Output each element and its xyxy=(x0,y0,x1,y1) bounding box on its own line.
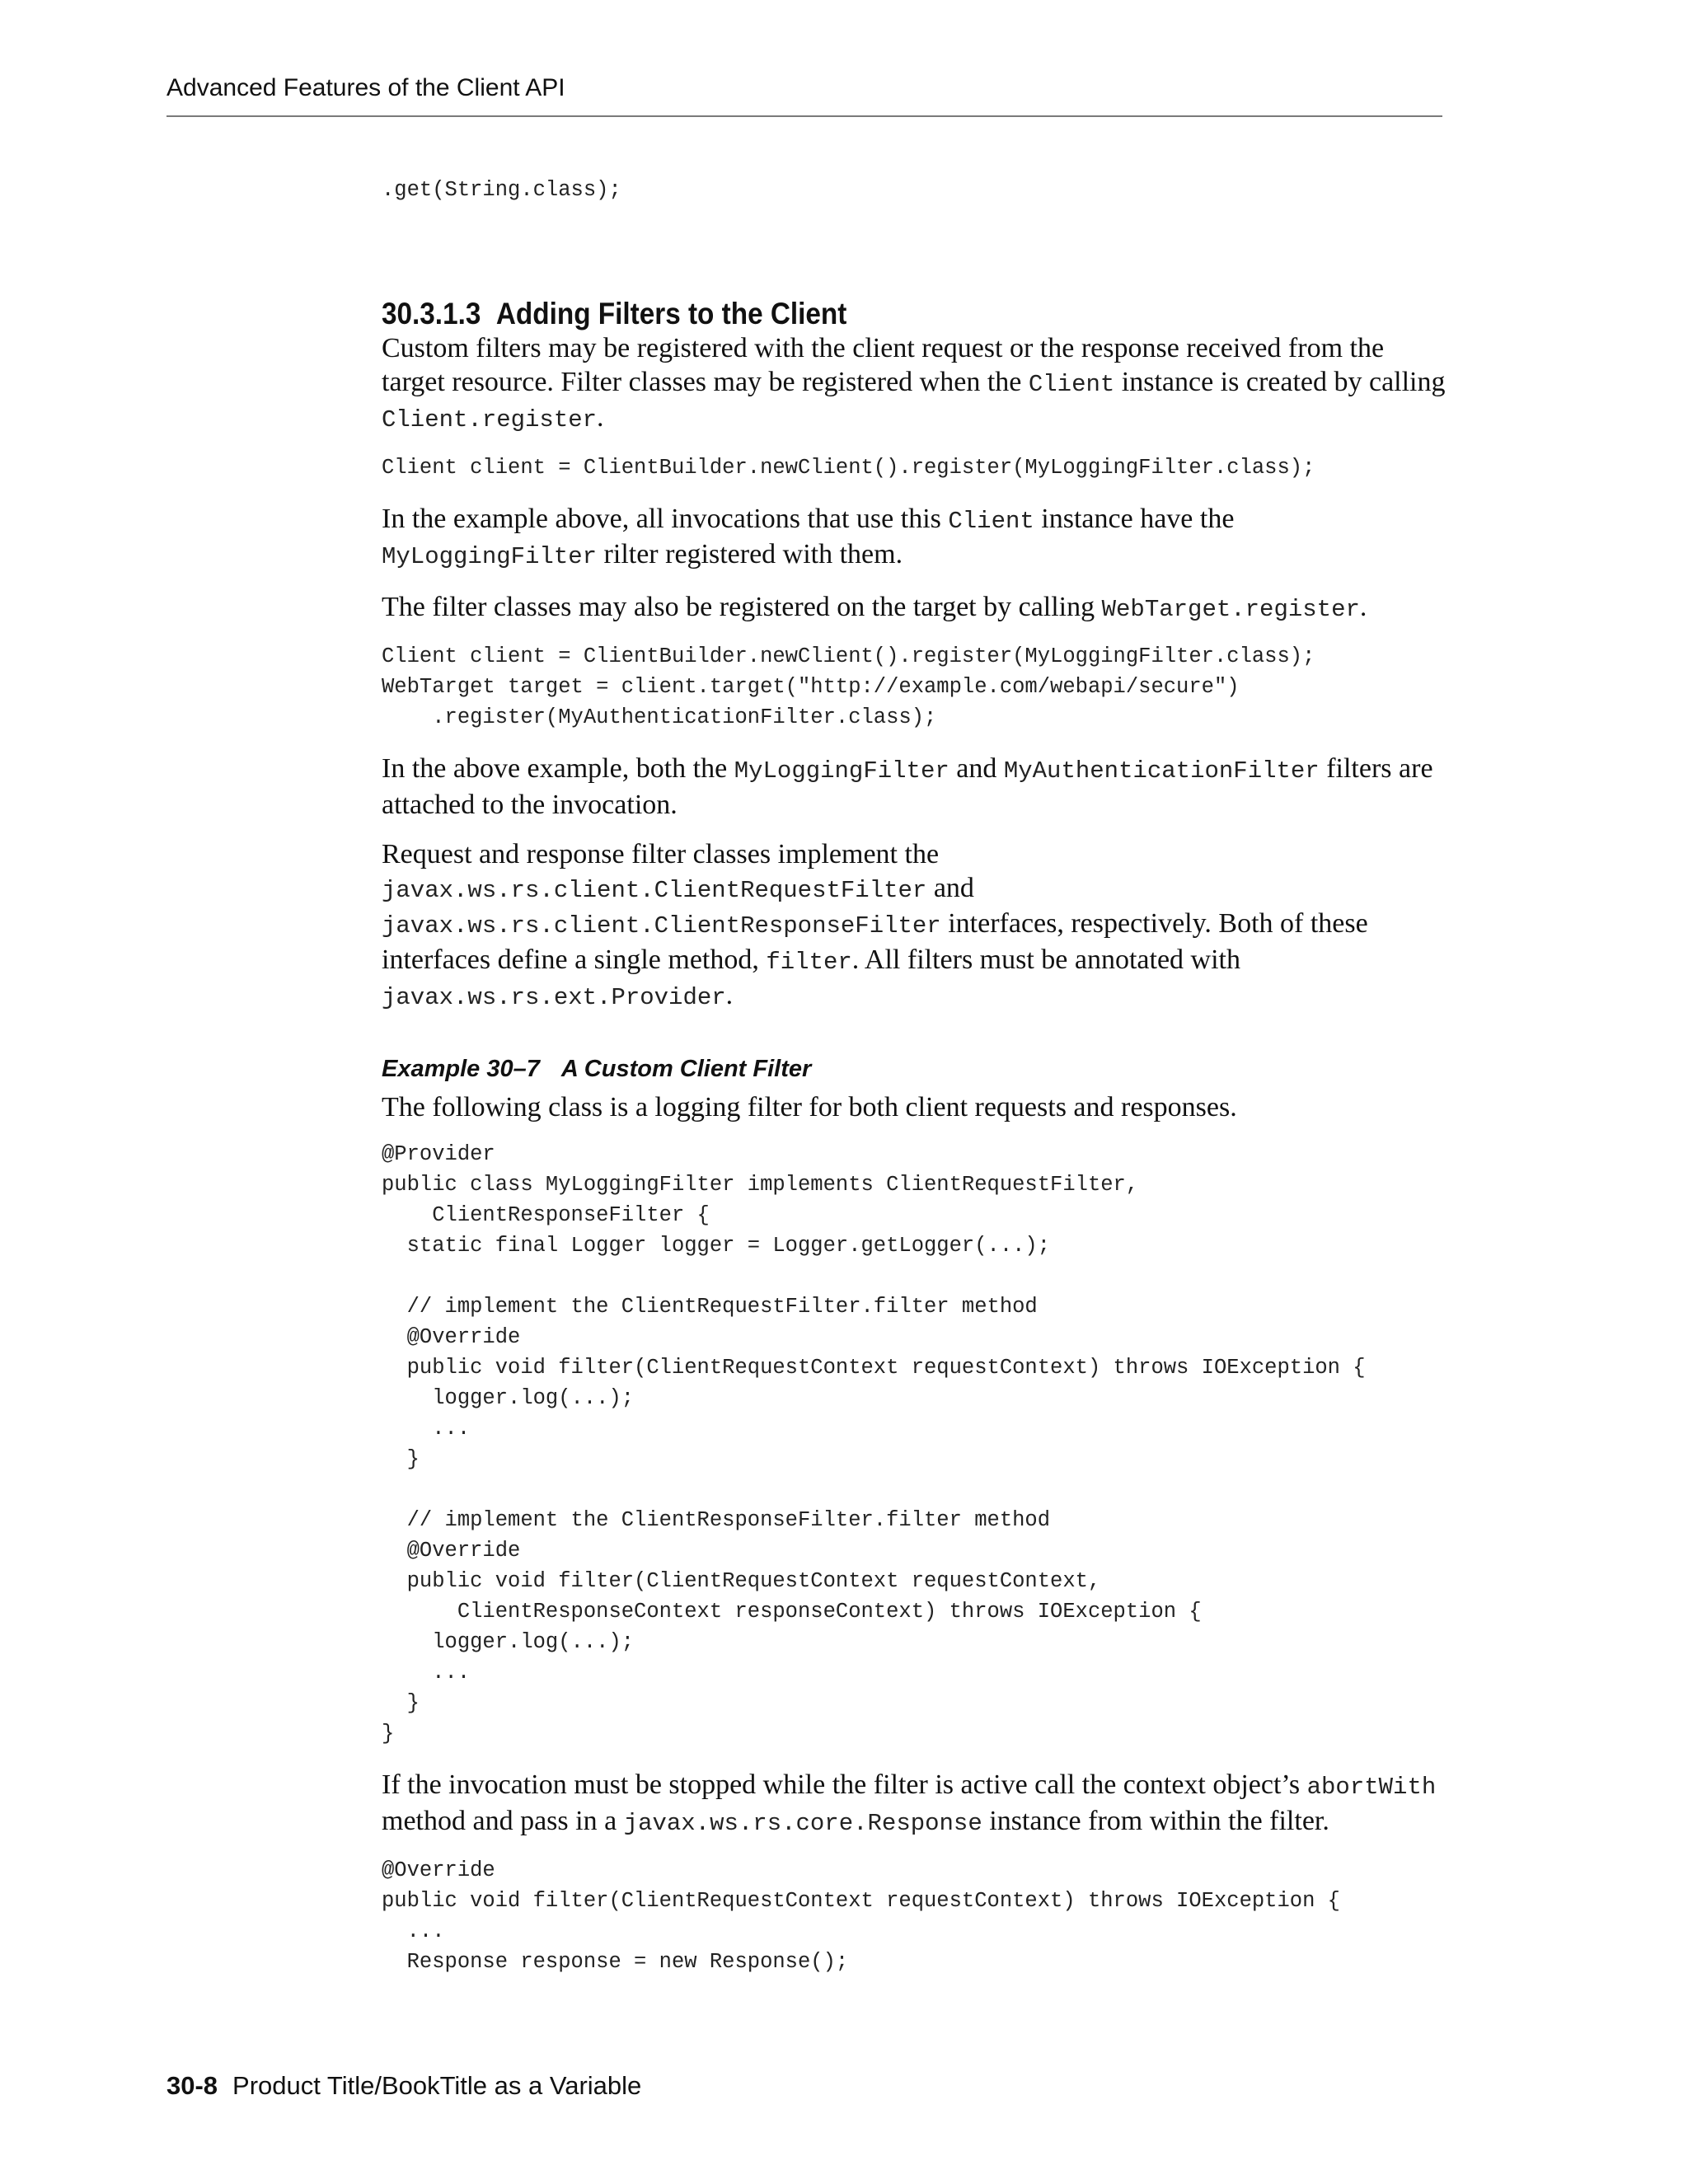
running-header-title: Advanced Features of the Client API xyxy=(166,74,565,101)
example-intro: The following class is a logging filter for both client requests and responses. xyxy=(382,1091,1237,1122)
code-snippet-top: .get(String.class); xyxy=(382,178,621,202)
code-register-target: Client client = ClientBuilder.newClient().register(MyLoggingFilter.class); WebTarget target = client.target("http://example.com/webapi/secure") .register(MyAuthenticationFilter.class); xyxy=(382,644,1315,729)
example-caption xyxy=(382,1053,1453,1085)
book-title: Product Title/BookTitle as a Variable xyxy=(232,2071,642,2100)
paragraph-custom-filters: Custom filters may be registered with the client request or the response received from the target resource. Filter classes may be registered when the Client instance is created by calling Client.register. xyxy=(382,333,1446,434)
code-abort-with: @Override public void filter(ClientRequestContext requestContext) throws IOException { ... Response response = new Response(); xyxy=(382,1858,1340,1974)
running-footer xyxy=(166,2071,641,2101)
paragraph-abort-with: If the invocation must be stopped while the filter is active call the context object’s abortWith method and pass in a javax.ws.rs.core.Response instance from within the filter. xyxy=(382,1769,1437,1837)
running-header xyxy=(166,74,1442,117)
paragraph-both-filters: In the above example, both the MyLoggingFilter and MyAuthenticationFilter filters are attached to the invocation. xyxy=(382,753,1433,820)
code-custom-client-filter: @Provider public class MyLoggingFilter implements ClientRequestFilter, ClientResponseFilter { static final Logger logger = Logger.getLogger(...); // implement the ClientRequestFilter.filter method @Override public void filter(ClientRequestContext requestContext) throws IOException { logger.log(...); ... } // implement the ClientResponseFilter.filter method @Override public void filter(ClientRequestContext requestContext, ClientResponseContext responseContext) throws IOException { logger.log(...); ... } } xyxy=(382,1142,1366,1746)
example-label: Example 30–7 xyxy=(382,1055,540,1082)
code-register-client: Client client = ClientBuilder.newClient().register(MyLoggingFilter.class); xyxy=(382,455,1315,480)
page-content xyxy=(382,175,1453,1977)
page-number: 30-8 xyxy=(166,2071,218,2100)
section-heading xyxy=(382,296,1346,332)
paragraph-register-target: The filter classes may also be registered on the target by calling WebTarget.register. xyxy=(382,591,1367,623)
section-title: Adding Filters to the Client xyxy=(495,297,847,330)
section-number: 30.3.1.3 xyxy=(382,297,481,330)
example-title: A Custom Client Filter xyxy=(560,1055,812,1082)
paragraph-example-above: In the example above, all invocations that use this Client instance have the MyLoggingFilter rilter registered with them. xyxy=(382,503,1235,570)
paragraph-filter-interfaces: Request and response filter classes implement the javax.ws.rs.client.ClientRequestFilter and javax.ws.rs.client.ClientResponseFilter interfaces, respectively. Both of these interfaces define a single method, filter. All filters must be annotated with javax.ws.rs.ext.Provider. xyxy=(382,839,1368,1011)
